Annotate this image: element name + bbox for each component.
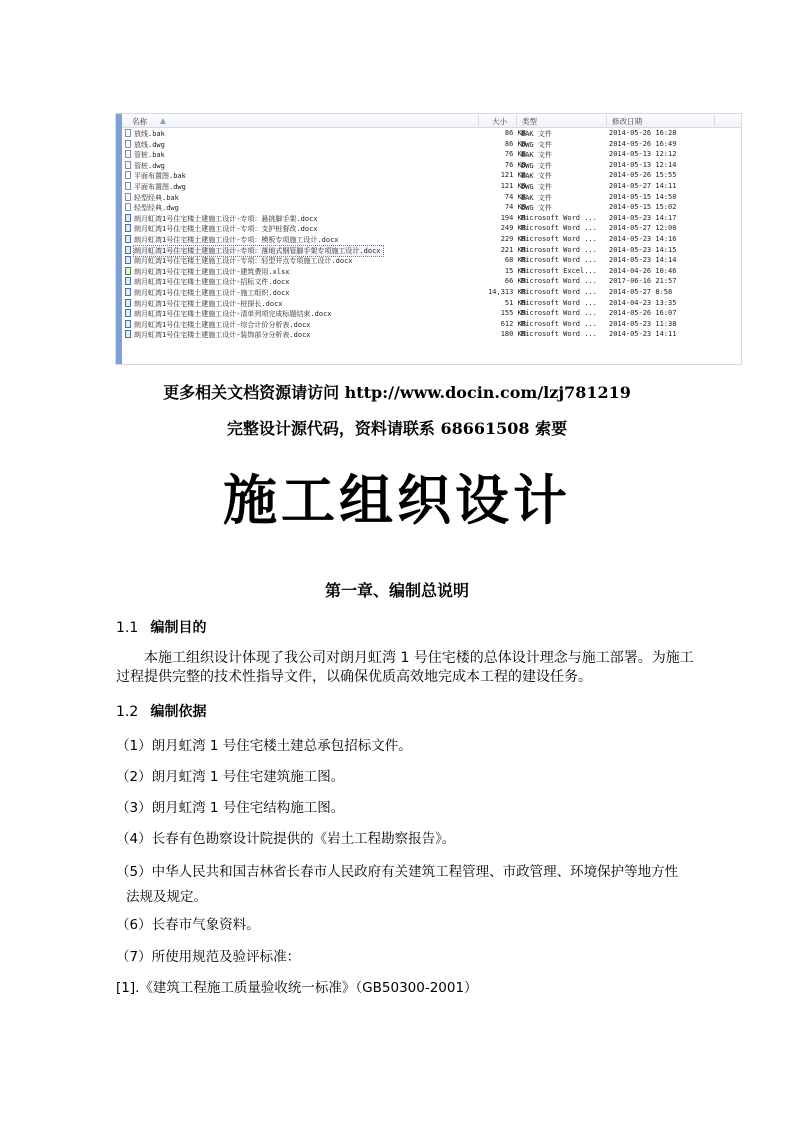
file-type: DWG 文件 (521, 140, 552, 149)
section-title: 编制依据 (150, 704, 207, 720)
file-name: 朗月虹湾1号住宅楼土建施工设计-清单列项完成标题结束.docx (134, 310, 332, 319)
file-name: 朗月虹湾1号住宅楼土建施工设计-专项：模板专项施工设计.docx (134, 235, 339, 244)
file-row[interactable] (122, 329, 741, 340)
file-size: 229 KB (500, 234, 526, 243)
basis-item-4: （4）长春有色勘察设计院提供的《岩土工程勘察报告》。 (116, 831, 456, 847)
column-size-header[interactable]: 大小 (492, 117, 507, 126)
section-heading-1-2 (116, 701, 206, 721)
file-row[interactable] (122, 149, 741, 160)
file-row[interactable] (122, 234, 741, 245)
file-row[interactable] (122, 287, 741, 298)
file-icon (125, 193, 131, 201)
file-name: 朗月虹湾1号住宅楼土建施工设计-综合计价分析表.docx (134, 320, 311, 329)
word-icon (125, 214, 131, 222)
file-size: 121 KB (500, 181, 526, 190)
file-type: Microsoft Word ... (521, 224, 597, 233)
file-icon (125, 182, 131, 190)
file-size: 68 KB (504, 256, 526, 265)
file-row[interactable] (122, 139, 741, 150)
file-row[interactable] (122, 170, 741, 181)
file-name: 放线.dwg (134, 140, 165, 149)
file-size: 74 KB (504, 203, 526, 212)
file-size: 15 KB (504, 266, 526, 275)
file-modified-date: 2014-05-27 12:00 (609, 224, 677, 233)
file-name: 朗月虹湾1号住宅楼土建施工设计-桩探长.docx (134, 299, 283, 308)
file-row[interactable] (122, 223, 741, 234)
file-size: 86 KB (504, 139, 526, 148)
section-number: 1.1 (116, 620, 139, 636)
file-icon (125, 161, 131, 169)
basis-item-6: （6）长春市气象资料。 (116, 917, 260, 933)
file-name: 朗月虹湾1号住宅楼土建施工设计-专项：支护桩督改.docx (134, 225, 318, 234)
file-modified-date: 2014-05-13 12:14 (609, 160, 677, 169)
column-modified-header[interactable]: 修改日期 (612, 117, 642, 126)
word-icon (125, 320, 131, 328)
file-type: Microsoft Word ... (521, 319, 597, 328)
word-icon (125, 256, 131, 264)
file-list-header (122, 114, 741, 128)
file-size: 14,313 KB (488, 287, 526, 296)
excel-icon (125, 267, 131, 275)
file-size: 76 KB (504, 150, 526, 159)
file-list-screenshot (115, 113, 742, 365)
file-type: DWG 文件 (521, 204, 552, 213)
file-modified-date: 2014-05-13 12:12 (609, 150, 677, 159)
file-type: DWG 文件 (521, 161, 552, 170)
basis-item-5: （5）中华人民共和国吉林省长春市人民政府有关建筑工程管理、市政管理、环境保护等地方性 (116, 864, 679, 880)
word-icon (125, 235, 131, 243)
file-name: 朗月虹湾1号住宅楼土建施工设计-建筑费用.xlsx (134, 267, 290, 276)
file-size: 121 KB (500, 171, 526, 180)
file-row[interactable] (122, 160, 741, 171)
file-size: 612 KB (500, 319, 526, 328)
file-icon (125, 150, 131, 158)
file-type: BAK 文件 (521, 172, 552, 181)
file-row[interactable] (122, 276, 741, 287)
file-name: 朗月虹湾1号住宅楼土建施工设计-施工组织.docx (134, 288, 290, 297)
file-name: 放线.bak (134, 130, 165, 138)
file-size: 86 KB (504, 129, 526, 137)
section-heading-1-1 (116, 617, 206, 637)
file-rows (122, 128, 741, 340)
basis-item-3: （3）朗月虹湾 1 号住宅结构施工图。 (116, 800, 345, 816)
purpose-paragraph-line-1: 本施工组织设计体现了我公司对朗月虹湾 1 号住宅楼的总体设计理念与施工部署。为施工 (144, 650, 694, 666)
file-name: 朗月虹湾1号住宅楼土建施工设计-招标文件.docx (134, 278, 290, 287)
file-name: 平面布置图.bak (134, 172, 186, 181)
file-row[interactable] (122, 192, 741, 203)
word-icon (125, 299, 131, 307)
file-type: BAK 文件 (521, 193, 552, 202)
file-type: Microsoft Word ... (521, 277, 597, 286)
file-type: BAK 文件 (521, 130, 552, 138)
basis-item-7: （7）所使用规范及验评标准： (116, 949, 301, 965)
file-row[interactable] (122, 319, 741, 330)
file-type: Microsoft Word ... (521, 298, 597, 307)
file-name: 轻型经典.dwg (134, 204, 179, 213)
section-number: 1.2 (116, 704, 139, 720)
file-modified-date: 2014-05-27 8:58 (609, 287, 673, 296)
file-row[interactable] (122, 255, 741, 266)
docin-link-line: 更多相关文档资源请访问 http://www.docin.com/lzj781219 (163, 383, 631, 402)
word-icon (125, 277, 131, 285)
file-modified-date: 2014-05-26 15:55 (609, 171, 677, 180)
contact-line: 完整设计源代码，资料请联系 68661508 索要 (226, 419, 568, 438)
column-type-header[interactable]: 类型 (522, 117, 537, 126)
word-icon (125, 224, 131, 232)
file-modified-date: 2014-04-26 10:46 (609, 266, 677, 275)
file-name: 管桩.bak (134, 151, 165, 160)
chapter-heading: 第一章、编制总说明 (324, 581, 469, 600)
file-size: 51 KB (504, 298, 526, 307)
standard-item-1: [1].《建筑工程施工质量验收统一标准》（GB50300-2001） (116, 980, 478, 996)
document-title: 施工组织设计 (223, 468, 571, 532)
file-modified-date: 2014-05-26 16:28 (609, 129, 677, 137)
purpose-paragraph-line-2: 过程提供完整的技术性指导文件，以确保优质高效地完成本工程的建设任务。 (116, 669, 592, 685)
file-modified-date: 2014-04-23 13:35 (609, 298, 677, 307)
file-modified-date: 2014-05-23 14:16 (609, 234, 677, 243)
file-icon (125, 171, 131, 179)
file-modified-date: 2014-05-23 11:38 (609, 319, 677, 328)
word-icon (125, 330, 131, 338)
file-name: 轻型经典.bak (134, 193, 179, 202)
file-type: Microsoft Word ... (521, 256, 597, 265)
section-title: 编制目的 (150, 620, 207, 636)
file-modified-date: 2014-05-23 14:15 (609, 245, 677, 254)
basis-item-5-continued: 法规及规定。 (126, 889, 207, 905)
file-row[interactable] (122, 266, 741, 277)
file-row[interactable] (122, 202, 741, 213)
file-size: 76 KB (504, 160, 526, 169)
file-type: Microsoft Word ... (521, 309, 597, 318)
file-row[interactable] (122, 308, 741, 319)
file-type: BAK 文件 (521, 151, 552, 160)
file-modified-date: 2014-05-23 14:17 (609, 213, 677, 222)
file-type: Microsoft Excel... (521, 266, 597, 275)
file-row[interactable] (122, 298, 741, 309)
word-icon (125, 288, 131, 296)
file-icon (125, 140, 131, 148)
file-name: 朗月虹湾1号住宅楼土建施工设计-专项：落地式钢管脚手架专项施工设计.docx (134, 246, 381, 255)
file-type: Microsoft Word ... (521, 287, 597, 296)
file-modified-date: 2014-05-26 16:49 (609, 139, 677, 148)
file-size: 155 KB (500, 309, 526, 318)
file-row[interactable] (122, 128, 741, 139)
file-name: 朗月虹湾1号住宅楼土建施工设计-专项：悬挑脚手架.docx (134, 214, 318, 223)
file-type: Microsoft Word ... (521, 330, 597, 339)
file-row[interactable] (122, 181, 741, 192)
file-row[interactable] (122, 213, 741, 224)
file-modified-date: 2014-05-15 15:02 (609, 203, 677, 212)
file-icon (125, 203, 131, 211)
file-modified-date: 2017-06-16 21:57 (609, 277, 677, 286)
file-type: Microsoft Word ... (521, 213, 597, 222)
file-name: 朗月虹湾1号住宅楼土建施工设计-专项：轻型井点专项施工设计.docx (134, 257, 353, 266)
file-type: Microsoft Word ... (521, 245, 597, 254)
file-size: 180 KB (500, 330, 526, 339)
file-type: DWG 文件 (521, 182, 552, 191)
file-modified-date: 2014-05-26 16:07 (609, 309, 677, 318)
sort-ascending-icon: ▲ (160, 116, 166, 125)
word-icon (125, 246, 131, 254)
file-size: 221 KB (500, 245, 526, 254)
file-size: 74 KB (504, 192, 526, 201)
file-name: 管桩.dwg (134, 161, 165, 170)
file-icon (125, 129, 131, 137)
file-modified-date: 2014-05-27 14:11 (609, 181, 677, 190)
file-size: 249 KB (500, 224, 526, 233)
file-size: 194 KB (500, 213, 526, 222)
file-modified-date: 2014-05-23 14:11 (609, 330, 677, 339)
file-modified-date: 2014-05-23 14:14 (609, 256, 677, 265)
file-name: 平面布置图.dwg (134, 182, 186, 191)
file-size: 66 KB (504, 277, 526, 286)
column-name-header[interactable]: 名称 (132, 117, 147, 126)
file-type: Microsoft Word ... (521, 234, 597, 243)
file-name: 朗月虹湾1号住宅楼土建施工设计-装饰部分分析表.docx (134, 331, 311, 340)
word-icon (125, 309, 131, 317)
basis-item-1: （1）朗月虹湾 1 号住宅楼土建总承包招标文件。 (116, 738, 412, 754)
basis-item-2: （2）朗月虹湾 1 号住宅建筑施工图。 (116, 769, 345, 785)
file-row[interactable] (122, 245, 741, 256)
file-modified-date: 2014-05-15 14:50 (609, 192, 677, 201)
